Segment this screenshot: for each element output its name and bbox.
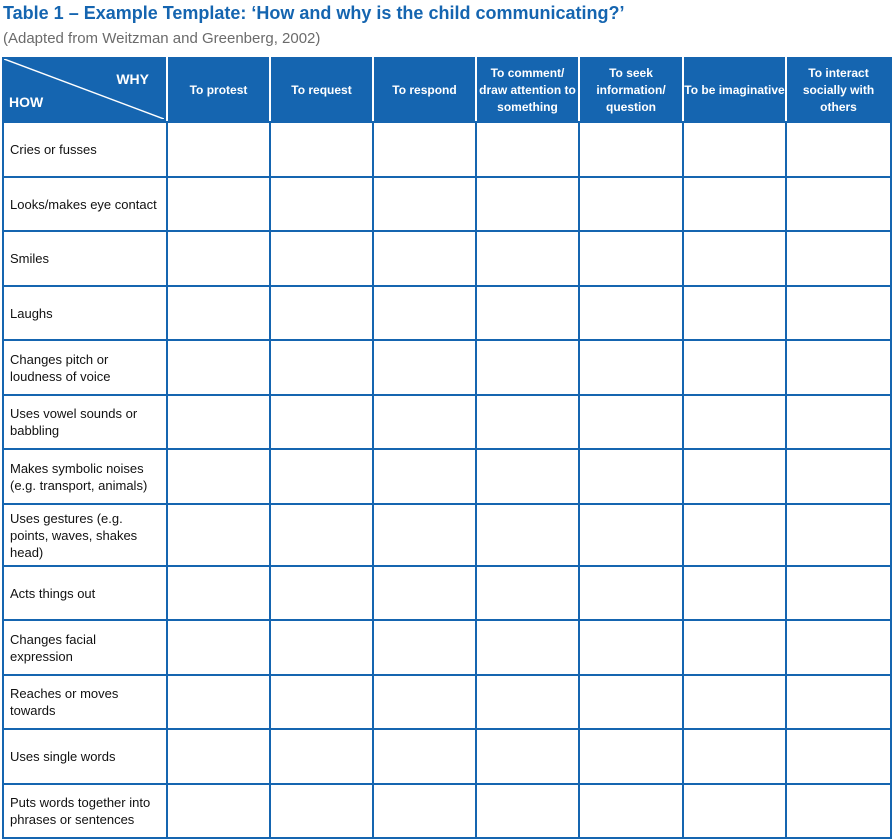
- table-cell: [476, 566, 579, 620]
- column-header: To protest: [167, 58, 270, 122]
- table-cell: [270, 566, 373, 620]
- table-cell: [786, 177, 891, 231]
- table-cell: [683, 231, 786, 286]
- table-cell: [270, 675, 373, 729]
- table-cell: [476, 177, 579, 231]
- table-cell: [786, 449, 891, 504]
- table-cell: [373, 784, 476, 838]
- row-label: Makes symbolic noises (e.g. transport, animals): [3, 449, 167, 504]
- table-row: [3, 566, 891, 620]
- table-cell: [373, 504, 476, 566]
- table-cell: [786, 340, 891, 395]
- table-cell: [476, 395, 579, 449]
- table-cell: [373, 177, 476, 231]
- table-cell: [167, 122, 270, 177]
- table-cell: [579, 395, 683, 449]
- page-subtitle: (Adapted from Weitzman and Greenberg, 2002): [3, 30, 321, 47]
- table-row: [3, 784, 891, 838]
- table-cell: [167, 286, 270, 340]
- table-cell: [270, 504, 373, 566]
- table-cell: [683, 675, 786, 729]
- table-cell: [683, 395, 786, 449]
- table-cell: [683, 286, 786, 340]
- table-cell: [373, 729, 476, 784]
- table-cell: [476, 231, 579, 286]
- row-label: Puts words together into phrases or sentences: [3, 784, 167, 838]
- column-header: To be imaginative: [683, 58, 786, 122]
- table-cell: [579, 620, 683, 675]
- table-cell: [167, 729, 270, 784]
- table-cell: [373, 122, 476, 177]
- table-cell: [167, 449, 270, 504]
- table-cell: [786, 231, 891, 286]
- table-cell: [579, 122, 683, 177]
- table-cell: [270, 122, 373, 177]
- table-cell: [786, 504, 891, 566]
- table-cell: [167, 177, 270, 231]
- table-row: [3, 504, 891, 566]
- table-row: [3, 449, 891, 504]
- row-label: Changes facial expression: [3, 620, 167, 675]
- table-cell: [476, 784, 579, 838]
- why-label: WHY: [116, 71, 149, 87]
- table-cell: [786, 729, 891, 784]
- table-cell: [373, 286, 476, 340]
- table-cell: [167, 566, 270, 620]
- table-cell: [683, 122, 786, 177]
- table-cell: [683, 504, 786, 566]
- table-cell: [476, 504, 579, 566]
- table-cell: [786, 395, 891, 449]
- table-cell: [167, 504, 270, 566]
- table-cell: [579, 504, 683, 566]
- row-label: Laughs: [3, 286, 167, 340]
- page-title: Table 1 – Example Template: ‘How and why is the child communicating?’: [3, 3, 625, 23]
- column-header: To respond: [373, 58, 476, 122]
- row-label: Looks/makes eye contact: [3, 177, 167, 231]
- table-cell: [786, 566, 891, 620]
- table-cell: [579, 675, 683, 729]
- table-cell: [373, 675, 476, 729]
- table-cell: [579, 340, 683, 395]
- table-cell: [579, 449, 683, 504]
- table-cell: [270, 231, 373, 286]
- column-header: To comment/ draw attention to something: [476, 58, 579, 122]
- table-cell: [579, 784, 683, 838]
- table-cell: [270, 340, 373, 395]
- table-cell: [579, 231, 683, 286]
- table-cell: [167, 675, 270, 729]
- table-cell: [270, 177, 373, 231]
- row-label: Uses single words: [3, 729, 167, 784]
- table-cell: [683, 729, 786, 784]
- row-label: Reaches or moves towards: [3, 675, 167, 729]
- table-cell: [373, 340, 476, 395]
- column-header: To seek information/ question: [579, 58, 683, 122]
- table-cell: [270, 286, 373, 340]
- table-cell: [373, 566, 476, 620]
- row-label: Uses gestures (e.g. points, waves, shakes head): [3, 504, 167, 566]
- table-cell: [476, 449, 579, 504]
- table-cell: [270, 784, 373, 838]
- table-cell: [167, 395, 270, 449]
- table-row: [3, 177, 891, 231]
- table-cell: [167, 340, 270, 395]
- how-label: HOW: [9, 94, 44, 110]
- table-row: [3, 675, 891, 729]
- table-cell: [683, 340, 786, 395]
- table-cell: [373, 620, 476, 675]
- header-row: [3, 58, 891, 122]
- table-cell: [270, 729, 373, 784]
- table-cell: [373, 231, 476, 286]
- table-row: [3, 340, 891, 395]
- table-row: [3, 729, 891, 784]
- table-cell: [683, 784, 786, 838]
- row-label: Changes pitch or loudness of voice: [3, 340, 167, 395]
- table-cell: [476, 122, 579, 177]
- table-cell: [786, 286, 891, 340]
- table-cell: [579, 286, 683, 340]
- table-cell: [786, 784, 891, 838]
- table-cell: [167, 620, 270, 675]
- table-cell: [167, 784, 270, 838]
- column-header: To request: [270, 58, 373, 122]
- table-cell: [270, 395, 373, 449]
- table-cell: [683, 177, 786, 231]
- table-cell: [476, 729, 579, 784]
- row-label: Uses vowel sounds or babbling: [3, 395, 167, 449]
- row-label: Cries or fusses: [3, 122, 167, 177]
- column-header: To interact socially with others: [786, 58, 891, 122]
- table-cell: [786, 122, 891, 177]
- row-label: Acts things out: [3, 566, 167, 620]
- table-cell: [683, 449, 786, 504]
- table-cell: [786, 675, 891, 729]
- table-cell: [373, 395, 476, 449]
- table-row: [3, 231, 891, 286]
- table-row: [3, 620, 891, 675]
- table-cell: [683, 566, 786, 620]
- table-cell: [476, 675, 579, 729]
- table-cell: [579, 729, 683, 784]
- table-cell: [476, 286, 579, 340]
- table-row: [3, 122, 891, 177]
- table-row: [3, 395, 891, 449]
- table-cell: [373, 449, 476, 504]
- table-cell: [683, 620, 786, 675]
- table-cell: [579, 177, 683, 231]
- table-cell: [476, 620, 579, 675]
- row-label: Smiles: [3, 231, 167, 286]
- table-cell: [579, 566, 683, 620]
- table-cell: [270, 620, 373, 675]
- why-how-corner-header: [3, 58, 167, 122]
- table-cell: [476, 340, 579, 395]
- communication-template-table: [2, 57, 892, 839]
- table-row: [3, 286, 891, 340]
- table-cell: [167, 231, 270, 286]
- table-cell: [786, 620, 891, 675]
- table-cell: [270, 449, 373, 504]
